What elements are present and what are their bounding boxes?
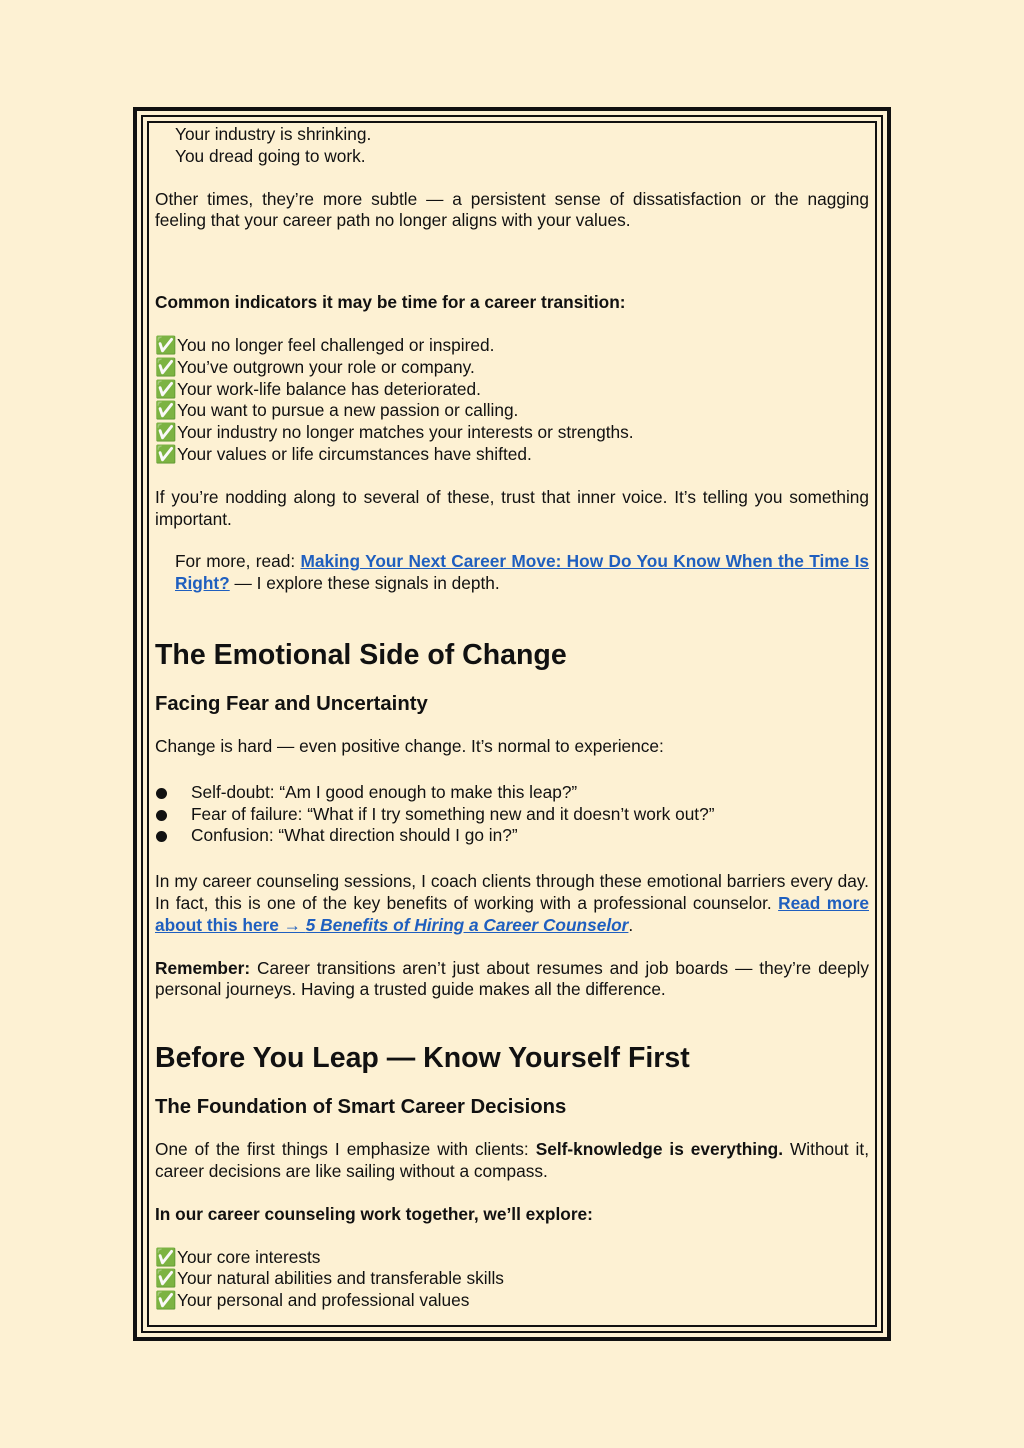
checkmark-icon: ✅ <box>155 1290 177 1311</box>
top-line-2: You dread going to work. <box>175 145 366 166</box>
explore-item: ✅Your personal and professional values <box>155 1290 470 1311</box>
bullet-dot-icon <box>156 831 167 842</box>
self-knowledge-paragraph: One of the first things I emphasize with clients: Self-knowledge is everything. Without it, career decisions are like sailing without a compass. <box>155 1139 869 1181</box>
emotion-bullets <box>155 782 869 847</box>
subtitle-fear: Facing Fear and Uncertainty <box>155 692 428 715</box>
indicator-item: ✅You no longer feel challenged or inspired. <box>155 334 495 355</box>
indicators-list <box>155 335 869 466</box>
checkmark-icon: ✅ <box>155 378 177 399</box>
bullet-dot-icon <box>156 810 167 821</box>
section-title-know-yourself: Before You Leap — Know Yourself First <box>155 1042 690 1075</box>
subtitle-foundation: The Foundation of Smart Career Decisions <box>155 1096 567 1119</box>
explore-heading: In our career counseling work together, we’ll explore: <box>155 1203 593 1224</box>
indicator-item: ✅You want to pursue a new passion or calling. <box>155 400 519 421</box>
checkmark-icon: ✅ <box>155 356 177 377</box>
checkmark-icon: ✅ <box>155 422 177 443</box>
explore-list <box>155 1247 869 1312</box>
subtle-paragraph: Other times, they’re more subtle — a persistent sense of dissatisfaction or the nagging feeling that your career path no longer aligns with your values. <box>155 188 869 231</box>
bullet-dot-icon <box>156 788 167 799</box>
document-content <box>155 124 869 1312</box>
checkmark-icon: ✅ <box>155 400 177 421</box>
nodding-paragraph: If you’re nodding along to several of these, trust that inner voice. It’s telling you something important. <box>155 486 869 529</box>
indicator-item: ✅Your industry no longer matches your interests or strengths. <box>155 422 634 443</box>
indicator-item: ✅You’ve outgrown your role or company. <box>155 356 475 377</box>
explore-item: ✅Your natural abilities and transferable skills <box>155 1268 504 1289</box>
checkmark-icon: ✅ <box>155 334 177 355</box>
top-line-1: Your industry is shrinking. <box>175 124 372 144</box>
checkmark-icon: ✅ <box>155 1246 177 1267</box>
list-item: Self-doubt: “Am I good enough to make this leap?” <box>155 782 869 804</box>
benefits-article-link[interactable]: Read more about this here → 5 Benefits of Hiring a Career Counselor <box>155 892 869 935</box>
indicators-heading: Common indicators it may be time for a career transition: <box>155 292 626 313</box>
indicator-item: ✅Your work-life balance has deteriorated. <box>155 378 481 399</box>
change-intro: Change is hard — even positive change. It’s normal to experience: <box>155 735 664 756</box>
list-item: Fear of failure: “What if I try something new and it doesn’t work out?” <box>155 804 869 826</box>
coaching-paragraph: In my career counseling sessions, I coach clients through these emotional barriers every day. In fact, this is one of the key benefits of working with a professional counselor. Read more about this here → 5 Benefits of Hiring a Career Counselor. <box>155 871 869 935</box>
indicator-item: ✅Your values or life circumstances have shifted. <box>155 443 532 464</box>
explore-item: ✅Your core interests <box>155 1246 321 1267</box>
read-more-paragraph: For more, read: Making Your Next Career Move: How Do You Know When the Time Is Right? — I explore these signals in depth. <box>175 551 870 594</box>
section-title-emotional: The Emotional Side of Change <box>155 638 567 671</box>
checkmark-icon: ✅ <box>155 443 177 464</box>
list-item: Confusion: “What direction should I go in?” <box>155 825 869 847</box>
checkmark-icon: ✅ <box>155 1268 177 1289</box>
remember-paragraph: Remember: Career transitions aren’t just about resumes and job boards — they’re deeply personal journeys. Having a trusted guide makes all the difference. <box>155 957 869 1000</box>
career-move-article-link[interactable]: Making Your Next Career Move: How Do You Know When the Time Is Right? <box>175 551 870 594</box>
